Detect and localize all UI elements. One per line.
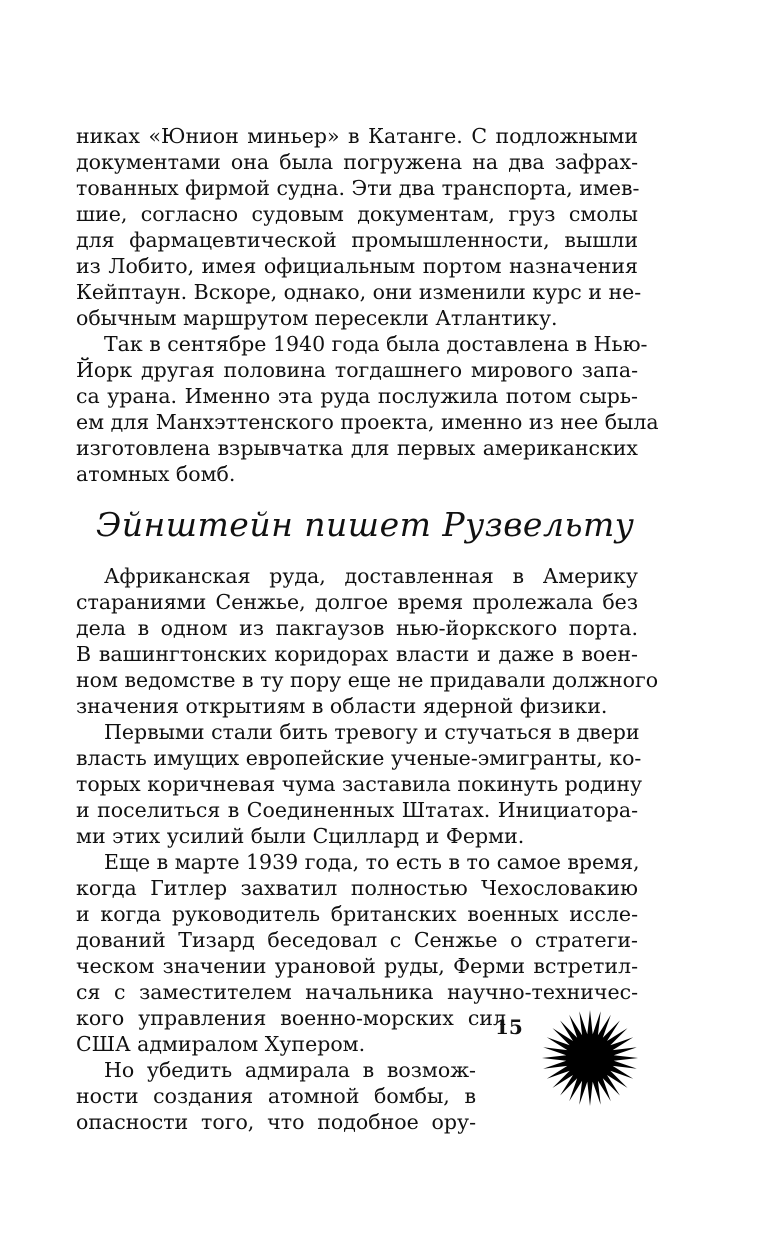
text-line: Еще в марте 1939 года, то есть в то самое время, <box>104 850 640 874</box>
text-line: для фармацевтической промышленности, вышли <box>76 228 638 252</box>
text-line: атомных бомб. <box>76 462 236 486</box>
text-line: из Лобито, имея официальным портом назначения <box>76 254 638 278</box>
text-line: документами она была погружена на два зафрах- <box>76 150 638 174</box>
text-line: изготовлена взрывчатка для первых американских <box>76 436 638 460</box>
page-number: 15 <box>495 1015 523 1039</box>
text-line: и когда руководитель британских военных иссле- <box>76 902 638 926</box>
text-line: значения открытиям в области ядерной физики. <box>76 694 608 718</box>
text-line: дований Тизард беседовал с Сенжье о стратеги- <box>76 928 638 952</box>
text-line: ности создания атомной бомбы, в <box>76 1084 476 1108</box>
text-line: тованных фирмой судна. Эти два транспорта, имев- <box>76 176 640 200</box>
text-line: и поселиться в Соединенных Штатах. Инициатора- <box>76 798 638 822</box>
text-line: США адмиралом Хупером. <box>76 1032 366 1056</box>
text-line: власть имущих европейские ученые-эмигранты, ко- <box>76 746 642 770</box>
text-line: Так в сентябре 1940 года была доставлена в Нью- <box>104 332 648 356</box>
text-line: торых коричневая чума заставила покинуть родину <box>76 772 643 796</box>
text-line: Йорк другая половина тогдашнего мирового запа- <box>76 358 638 382</box>
starburst-icon <box>540 1008 640 1108</box>
text-line: Африканская руда, доставленная в Америку <box>104 564 638 588</box>
section-heading: Эйнштейн пишет Рузвельту <box>96 505 635 544</box>
text-line: ем для Манхэттенского проекта, именно из нее была <box>76 410 659 434</box>
text-line: обычным маршрутом пересекли Атлантику. <box>76 306 558 330</box>
text-line: дела в одном из пакгаузов нью-йоркского порта. <box>76 616 638 640</box>
text-line: ся с заместителем начальника научно-техничес- <box>76 980 638 1004</box>
text-line: стараниями Сенжье, долгое время пролежала без <box>76 590 638 614</box>
text-line: ческом значении урановой руды, Ферми встретил- <box>76 954 638 978</box>
text-line: Но убедить адмирала в возмож- <box>104 1058 476 1082</box>
text-line: опасности того, что подобное ору- <box>76 1110 476 1134</box>
text-line: ном ведомстве в ту пору еще не придавали должного <box>76 668 659 692</box>
text-line: кого управления военно-морских сил <box>76 1006 506 1030</box>
text-line: В вашингтонских коридорах власти и даже в воен- <box>76 642 638 666</box>
text-line: ми этих усилий были Сциллард и Ферми. <box>76 824 525 848</box>
text-line: Кейптаун. Вскоре, однако, они изменили курс и не- <box>76 280 642 304</box>
text-line: никах «Юнион миньер» в Катанге. С подложными <box>76 124 638 148</box>
text-line: когда Гитлер захватил полностью Чехословакию <box>76 876 638 900</box>
text-line: са урана. Именно эта руда послужила потом сырь- <box>76 384 638 408</box>
text-line: шие, согласно судовым документам, груз смолы <box>76 202 638 226</box>
text-line: Первыми стали бить тревогу и стучаться в двери <box>104 720 640 744</box>
